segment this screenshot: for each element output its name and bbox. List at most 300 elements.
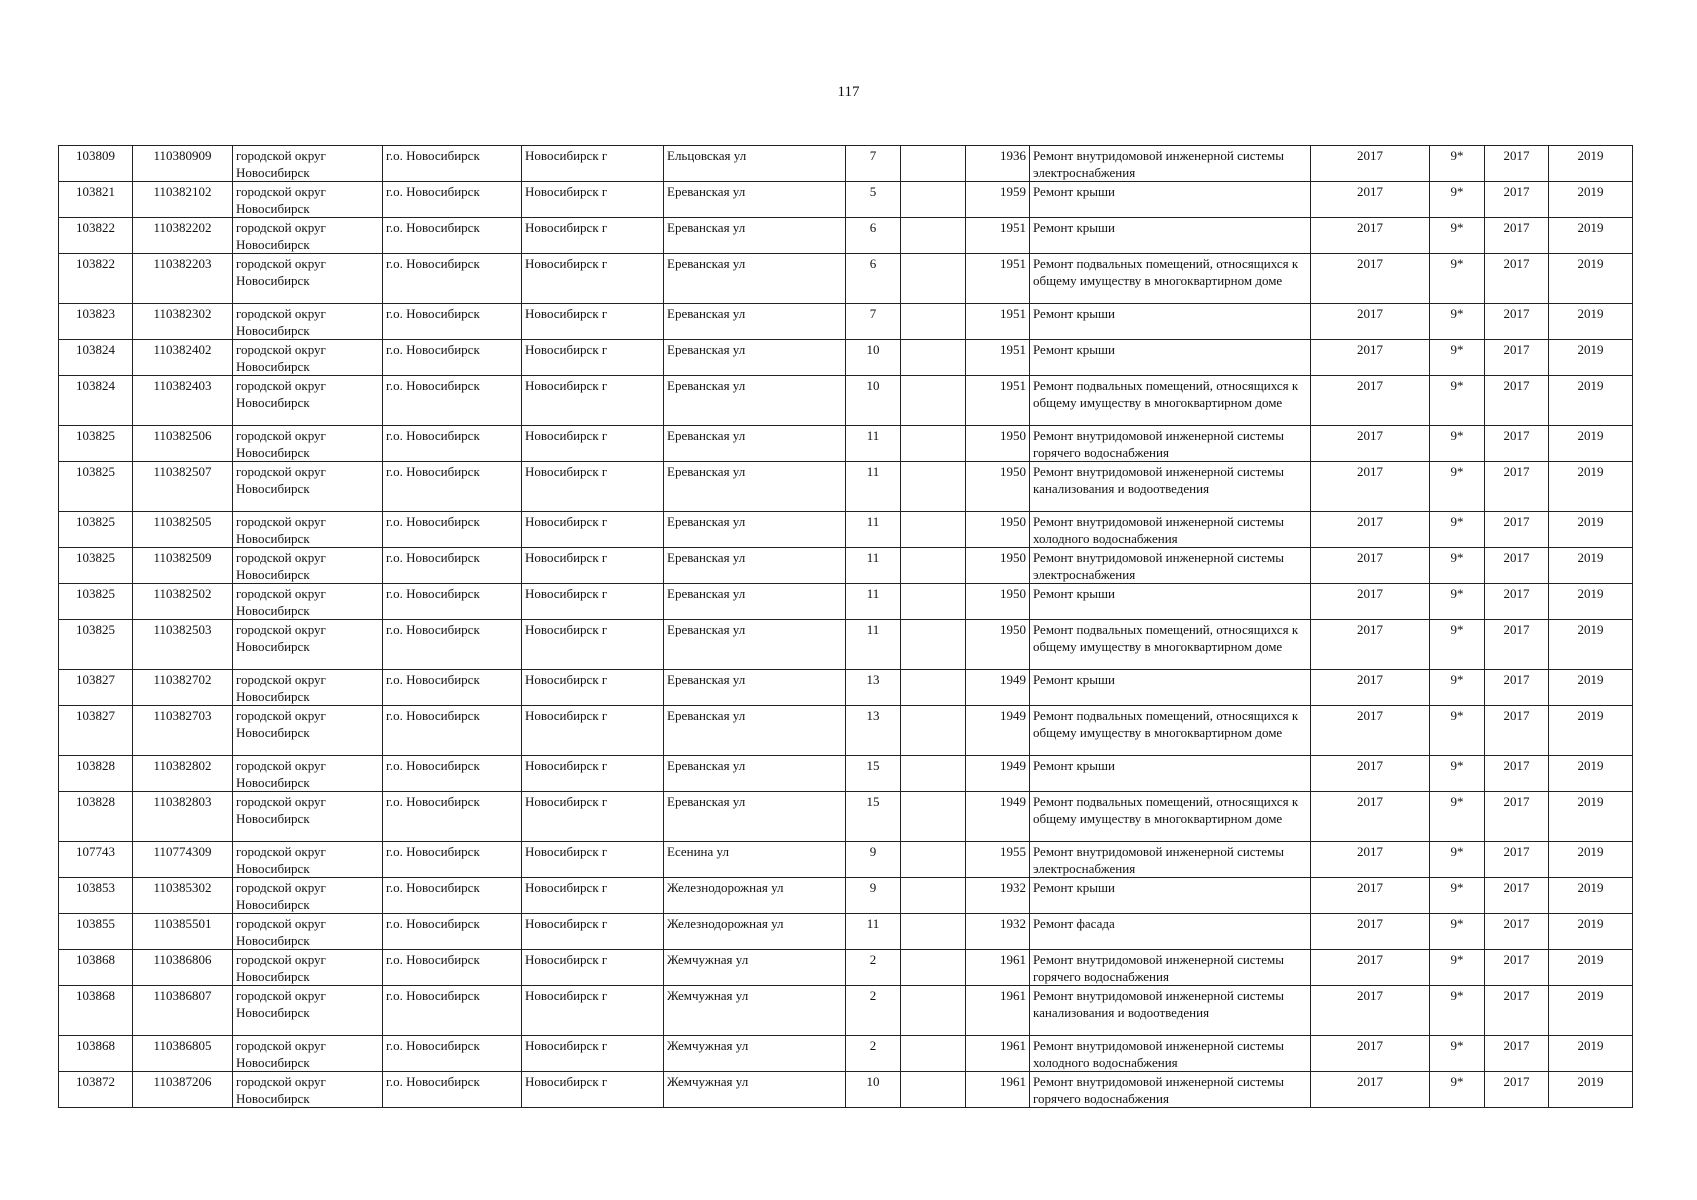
- cell-start-year: 2017: [1485, 376, 1549, 426]
- cell-city: Новосибирск г: [522, 376, 664, 426]
- cell-work-type: Ремонт внутридомовой инженерной системы канализования и водоотведения: [1030, 462, 1311, 512]
- cell-plan-year: 2017: [1311, 842, 1430, 878]
- cell-end-year: 2019: [1549, 620, 1633, 670]
- cell-end-year: 2019: [1549, 254, 1633, 304]
- cell-street: Жемчужная ул: [664, 1036, 846, 1072]
- cell-id: 103868: [59, 986, 133, 1036]
- cell-municipality: городской округ Новосибирск: [233, 878, 383, 914]
- cell-municipality: городской округ Новосибирск: [233, 1072, 383, 1108]
- cell-street: Есенина ул: [664, 842, 846, 878]
- cell-start-year: 2017: [1485, 792, 1549, 842]
- cell-start-year: 2017: [1485, 254, 1549, 304]
- cell-note: 9*: [1430, 512, 1485, 548]
- cell-code: 110382505: [133, 512, 233, 548]
- cell-start-year: 2017: [1485, 1036, 1549, 1072]
- cell-note: 9*: [1430, 986, 1485, 1036]
- cell-year-built: 1950: [966, 620, 1030, 670]
- cell-street: Ереванская ул: [664, 340, 846, 376]
- cell-work-type: Ремонт внутридомовой инженерной системы холодного водоснабжения: [1030, 1036, 1311, 1072]
- cell-id: 103825: [59, 512, 133, 548]
- cell-work-type: Ремонт внутридомовой инженерной системы электроснабжения: [1030, 146, 1311, 182]
- cell-end-year: 2019: [1549, 792, 1633, 842]
- cell-end-year: 2019: [1549, 986, 1633, 1036]
- cell-building: [901, 376, 966, 426]
- cell-street: Ереванская ул: [664, 584, 846, 620]
- cell-municipality: городской округ Новосибирск: [233, 706, 383, 756]
- cell-start-year: 2017: [1485, 1072, 1549, 1108]
- cell-work-type: Ремонт внутридомовой инженерной системы канализования и водоотведения: [1030, 986, 1311, 1036]
- table-row: [59, 146, 1633, 182]
- cell-year-built: 1936: [966, 146, 1030, 182]
- cell-plan-year: 2017: [1311, 670, 1430, 706]
- cell-note: 9*: [1430, 1036, 1485, 1072]
- cell-house: 9: [846, 878, 901, 914]
- cell-district: г.о. Новосибирск: [383, 756, 522, 792]
- cell-end-year: 2019: [1549, 512, 1633, 548]
- cell-code: 110382203: [133, 254, 233, 304]
- cell-year-built: 1932: [966, 878, 1030, 914]
- cell-building: [901, 254, 966, 304]
- cell-note: 9*: [1430, 146, 1485, 182]
- cell-end-year: 2019: [1549, 756, 1633, 792]
- cell-note: 9*: [1430, 304, 1485, 340]
- cell-plan-year: 2017: [1311, 706, 1430, 756]
- cell-house: 7: [846, 146, 901, 182]
- cell-plan-year: 2017: [1311, 182, 1430, 218]
- cell-work-type: Ремонт внутридомовой инженерной системы горячего водоснабжения: [1030, 1072, 1311, 1108]
- cell-start-year: 2017: [1485, 304, 1549, 340]
- cell-start-year: 2017: [1485, 950, 1549, 986]
- cell-street: Ереванская ул: [664, 620, 846, 670]
- cell-district: г.о. Новосибирск: [383, 950, 522, 986]
- cell-building: [901, 426, 966, 462]
- cell-district: г.о. Новосибирск: [383, 1036, 522, 1072]
- cell-end-year: 2019: [1549, 706, 1633, 756]
- cell-start-year: 2017: [1485, 914, 1549, 950]
- cell-year-built: 1949: [966, 706, 1030, 756]
- cell-note: 9*: [1430, 792, 1485, 842]
- cell-year-built: 1950: [966, 426, 1030, 462]
- cell-end-year: 2019: [1549, 1072, 1633, 1108]
- cell-district: г.о. Новосибирск: [383, 512, 522, 548]
- table-row: [59, 1072, 1633, 1108]
- cell-city: Новосибирск г: [522, 950, 664, 986]
- cell-district: г.о. Новосибирск: [383, 1072, 522, 1108]
- cell-house: 2: [846, 1036, 901, 1072]
- cell-start-year: 2017: [1485, 878, 1549, 914]
- table-row: [59, 756, 1633, 792]
- cell-year-built: 1961: [966, 950, 1030, 986]
- cell-note: 9*: [1430, 670, 1485, 706]
- table-row: [59, 376, 1633, 426]
- cell-street: Жемчужная ул: [664, 950, 846, 986]
- cell-work-type: Ремонт крыши: [1030, 878, 1311, 914]
- cell-year-built: 1949: [966, 756, 1030, 792]
- table-row: [59, 182, 1633, 218]
- cell-city: Новосибирск г: [522, 878, 664, 914]
- cell-district: г.о. Новосибирск: [383, 792, 522, 842]
- cell-municipality: городской округ Новосибирск: [233, 620, 383, 670]
- cell-municipality: городской округ Новосибирск: [233, 914, 383, 950]
- cell-district: г.о. Новосибирск: [383, 584, 522, 620]
- cell-note: 9*: [1430, 254, 1485, 304]
- cell-year-built: 1950: [966, 548, 1030, 584]
- cell-house: 9: [846, 842, 901, 878]
- cell-code: 110774309: [133, 842, 233, 878]
- cell-code: 110382302: [133, 304, 233, 340]
- cell-city: Новосибирск г: [522, 914, 664, 950]
- cell-start-year: 2017: [1485, 706, 1549, 756]
- cell-building: [901, 1036, 966, 1072]
- cell-city: Новосибирск г: [522, 304, 664, 340]
- table-row: [59, 584, 1633, 620]
- cell-district: г.о. Новосибирск: [383, 218, 522, 254]
- cell-code: 110382102: [133, 182, 233, 218]
- table-row: [59, 706, 1633, 756]
- cell-municipality: городской округ Новосибирск: [233, 584, 383, 620]
- cell-id: 103821: [59, 182, 133, 218]
- table-row: [59, 986, 1633, 1036]
- cell-street: Ереванская ул: [664, 548, 846, 584]
- cell-id: 103825: [59, 426, 133, 462]
- cell-id: 103855: [59, 914, 133, 950]
- cell-house: 6: [846, 218, 901, 254]
- cell-street: Ереванская ул: [664, 462, 846, 512]
- cell-street: Ереванская ул: [664, 426, 846, 462]
- cell-building: [901, 670, 966, 706]
- table-row: [59, 878, 1633, 914]
- cell-municipality: городской округ Новосибирск: [233, 986, 383, 1036]
- cell-id: 103825: [59, 548, 133, 584]
- cell-building: [901, 986, 966, 1036]
- cell-note: 9*: [1430, 376, 1485, 426]
- cell-district: г.о. Новосибирск: [383, 842, 522, 878]
- cell-house: 2: [846, 986, 901, 1036]
- cell-building: [901, 512, 966, 548]
- table-row: [59, 512, 1633, 548]
- cell-municipality: городской округ Новосибирск: [233, 842, 383, 878]
- table-row: [59, 842, 1633, 878]
- cell-building: [901, 462, 966, 512]
- cell-id: 103828: [59, 792, 133, 842]
- cell-code: 110382403: [133, 376, 233, 426]
- cell-end-year: 2019: [1549, 842, 1633, 878]
- cell-start-year: 2017: [1485, 146, 1549, 182]
- cell-work-type: Ремонт крыши: [1030, 182, 1311, 218]
- cell-municipality: городской округ Новосибирск: [233, 218, 383, 254]
- cell-city: Новосибирск г: [522, 512, 664, 548]
- cell-code: 110380909: [133, 146, 233, 182]
- cell-end-year: 2019: [1549, 1036, 1633, 1072]
- cell-municipality: городской округ Новосибирск: [233, 376, 383, 426]
- cell-city: Новосибирск г: [522, 548, 664, 584]
- cell-house: 15: [846, 792, 901, 842]
- cell-municipality: городской округ Новосибирск: [233, 548, 383, 584]
- cell-street: Ереванская ул: [664, 792, 846, 842]
- cell-plan-year: 2017: [1311, 1036, 1430, 1072]
- cell-building: [901, 842, 966, 878]
- cell-house: 11: [846, 548, 901, 584]
- cell-street: Ереванская ул: [664, 182, 846, 218]
- registry-table: [58, 145, 1633, 1108]
- cell-note: 9*: [1430, 548, 1485, 584]
- cell-code: 110382502: [133, 584, 233, 620]
- cell-start-year: 2017: [1485, 670, 1549, 706]
- cell-work-type: Ремонт внутридомовой инженерной системы электроснабжения: [1030, 548, 1311, 584]
- cell-city: Новосибирск г: [522, 254, 664, 304]
- cell-building: [901, 914, 966, 950]
- cell-city: Новосибирск г: [522, 218, 664, 254]
- table-row: [59, 792, 1633, 842]
- cell-city: Новосибирск г: [522, 670, 664, 706]
- cell-district: г.о. Новосибирск: [383, 914, 522, 950]
- cell-code: 110386807: [133, 986, 233, 1036]
- cell-id: 103824: [59, 340, 133, 376]
- table-row: [59, 426, 1633, 462]
- cell-house: 11: [846, 426, 901, 462]
- cell-work-type: Ремонт внутридомовой инженерной системы горячего водоснабжения: [1030, 426, 1311, 462]
- cell-id: 103827: [59, 670, 133, 706]
- cell-city: Новосибирск г: [522, 706, 664, 756]
- cell-year-built: 1961: [966, 986, 1030, 1036]
- cell-city: Новосибирск г: [522, 792, 664, 842]
- cell-id: 103828: [59, 756, 133, 792]
- cell-house: 11: [846, 512, 901, 548]
- cell-plan-year: 2017: [1311, 304, 1430, 340]
- table-row: [59, 462, 1633, 512]
- cell-street: Ереванская ул: [664, 512, 846, 548]
- cell-start-year: 2017: [1485, 462, 1549, 512]
- cell-end-year: 2019: [1549, 950, 1633, 986]
- cell-work-type: Ремонт крыши: [1030, 756, 1311, 792]
- page-number: 117: [837, 84, 860, 100]
- cell-note: 9*: [1430, 914, 1485, 950]
- cell-municipality: городской округ Новосибирск: [233, 254, 383, 304]
- cell-plan-year: 2017: [1311, 254, 1430, 304]
- cell-work-type: Ремонт фасада: [1030, 914, 1311, 950]
- cell-work-type: Ремонт внутридомовой инженерной системы холодного водоснабжения: [1030, 512, 1311, 548]
- cell-building: [901, 584, 966, 620]
- cell-plan-year: 2017: [1311, 950, 1430, 986]
- cell-year-built: 1951: [966, 376, 1030, 426]
- cell-house: 6: [846, 254, 901, 304]
- cell-note: 9*: [1430, 584, 1485, 620]
- cell-building: [901, 620, 966, 670]
- cell-id: 103822: [59, 218, 133, 254]
- cell-building: [901, 878, 966, 914]
- cell-code: 110382506: [133, 426, 233, 462]
- cell-code: 110382703: [133, 706, 233, 756]
- cell-house: 7: [846, 304, 901, 340]
- cell-district: г.о. Новосибирск: [383, 182, 522, 218]
- cell-year-built: 1951: [966, 340, 1030, 376]
- cell-street: Ереванская ул: [664, 218, 846, 254]
- cell-end-year: 2019: [1549, 548, 1633, 584]
- cell-district: г.о. Новосибирск: [383, 340, 522, 376]
- cell-city: Новосибирск г: [522, 426, 664, 462]
- cell-building: [901, 756, 966, 792]
- cell-municipality: городской округ Новосибирск: [233, 304, 383, 340]
- cell-plan-year: 2017: [1311, 512, 1430, 548]
- cell-city: Новосибирск г: [522, 146, 664, 182]
- cell-municipality: городской округ Новосибирск: [233, 146, 383, 182]
- cell-year-built: 1961: [966, 1036, 1030, 1072]
- cell-municipality: городской округ Новосибирск: [233, 462, 383, 512]
- cell-house: 11: [846, 462, 901, 512]
- cell-plan-year: 2017: [1311, 218, 1430, 254]
- cell-district: г.о. Новосибирск: [383, 426, 522, 462]
- cell-plan-year: 2017: [1311, 340, 1430, 376]
- cell-street: Ереванская ул: [664, 756, 846, 792]
- cell-year-built: 1951: [966, 304, 1030, 340]
- cell-year-built: 1951: [966, 254, 1030, 304]
- cell-city: Новосибирск г: [522, 182, 664, 218]
- cell-plan-year: 2017: [1311, 584, 1430, 620]
- cell-id: 103872: [59, 1072, 133, 1108]
- cell-city: Новосибирск г: [522, 842, 664, 878]
- cell-district: г.о. Новосибирск: [383, 376, 522, 426]
- cell-municipality: городской округ Новосибирск: [233, 340, 383, 376]
- cell-building: [901, 146, 966, 182]
- cell-id: 103868: [59, 950, 133, 986]
- cell-street: Ельцовская ул: [664, 146, 846, 182]
- cell-house: 2: [846, 950, 901, 986]
- table-row: [59, 914, 1633, 950]
- cell-id: 103825: [59, 462, 133, 512]
- cell-building: [901, 182, 966, 218]
- cell-district: г.о. Новосибирск: [383, 878, 522, 914]
- cell-street: Ереванская ул: [664, 670, 846, 706]
- cell-plan-year: 2017: [1311, 1072, 1430, 1108]
- cell-building: [901, 340, 966, 376]
- cell-code: 110382509: [133, 548, 233, 584]
- cell-end-year: 2019: [1549, 670, 1633, 706]
- cell-code: 110387206: [133, 1072, 233, 1108]
- cell-year-built: 1951: [966, 218, 1030, 254]
- cell-id: 103868: [59, 1036, 133, 1072]
- cell-house: 13: [846, 706, 901, 756]
- cell-work-type: Ремонт крыши: [1030, 670, 1311, 706]
- cell-start-year: 2017: [1485, 986, 1549, 1036]
- cell-district: г.о. Новосибирск: [383, 670, 522, 706]
- table-row: [59, 1036, 1633, 1072]
- cell-plan-year: 2017: [1311, 462, 1430, 512]
- cell-note: 9*: [1430, 878, 1485, 914]
- cell-street: Ереванская ул: [664, 376, 846, 426]
- cell-city: Новосибирск г: [522, 1072, 664, 1108]
- cell-plan-year: 2017: [1311, 914, 1430, 950]
- table-row: [59, 670, 1633, 706]
- cell-house: 11: [846, 620, 901, 670]
- cell-start-year: 2017: [1485, 340, 1549, 376]
- cell-plan-year: 2017: [1311, 376, 1430, 426]
- cell-start-year: 2017: [1485, 182, 1549, 218]
- cell-house: 10: [846, 1072, 901, 1108]
- cell-code: 110386805: [133, 1036, 233, 1072]
- cell-district: г.о. Новосибирск: [383, 146, 522, 182]
- cell-year-built: 1932: [966, 914, 1030, 950]
- cell-year-built: 1950: [966, 584, 1030, 620]
- cell-municipality: городской округ Новосибирск: [233, 756, 383, 792]
- cell-note: 9*: [1430, 426, 1485, 462]
- table-row: [59, 254, 1633, 304]
- cell-end-year: 2019: [1549, 584, 1633, 620]
- cell-building: [901, 950, 966, 986]
- cell-street: Жемчужная ул: [664, 986, 846, 1036]
- cell-code: 110385302: [133, 878, 233, 914]
- cell-district: г.о. Новосибирск: [383, 986, 522, 1036]
- cell-work-type: Ремонт крыши: [1030, 340, 1311, 376]
- cell-district: г.о. Новосибирск: [383, 706, 522, 756]
- cell-code: 110382402: [133, 340, 233, 376]
- cell-city: Новосибирск г: [522, 1036, 664, 1072]
- cell-code: 110382507: [133, 462, 233, 512]
- cell-id: 103853: [59, 878, 133, 914]
- cell-city: Новосибирск г: [522, 756, 664, 792]
- cell-note: 9*: [1430, 620, 1485, 670]
- cell-district: г.о. Новосибирск: [383, 254, 522, 304]
- cell-year-built: 1949: [966, 670, 1030, 706]
- cell-note: 9*: [1430, 462, 1485, 512]
- cell-city: Новосибирск г: [522, 340, 664, 376]
- cell-end-year: 2019: [1549, 340, 1633, 376]
- table-row: [59, 218, 1633, 254]
- cell-id: 103823: [59, 304, 133, 340]
- cell-street: Ереванская ул: [664, 254, 846, 304]
- cell-start-year: 2017: [1485, 548, 1549, 584]
- cell-code: 110382802: [133, 756, 233, 792]
- cell-work-type: Ремонт подвальных помещений, относящихся к общему имуществу в многоквартирном доме: [1030, 706, 1311, 756]
- cell-code: 110386806: [133, 950, 233, 986]
- cell-district: г.о. Новосибирск: [383, 548, 522, 584]
- cell-work-type: Ремонт подвальных помещений, относящихся к общему имуществу в многоквартирном доме: [1030, 792, 1311, 842]
- cell-district: г.о. Новосибирск: [383, 620, 522, 670]
- cell-code: 110382803: [133, 792, 233, 842]
- cell-city: Новосибирск г: [522, 986, 664, 1036]
- cell-end-year: 2019: [1549, 304, 1633, 340]
- cell-municipality: городской округ Новосибирск: [233, 512, 383, 548]
- cell-year-built: 1959: [966, 182, 1030, 218]
- cell-start-year: 2017: [1485, 756, 1549, 792]
- cell-house: 5: [846, 182, 901, 218]
- cell-building: [901, 706, 966, 756]
- cell-note: 9*: [1430, 842, 1485, 878]
- cell-house: 10: [846, 376, 901, 426]
- table-row: [59, 304, 1633, 340]
- cell-id: 103822: [59, 254, 133, 304]
- cell-year-built: 1950: [966, 512, 1030, 548]
- cell-end-year: 2019: [1549, 426, 1633, 462]
- cell-id: 103809: [59, 146, 133, 182]
- cell-note: 9*: [1430, 182, 1485, 218]
- cell-work-type: Ремонт внутридомовой инженерной системы горячего водоснабжения: [1030, 950, 1311, 986]
- cell-house: 11: [846, 584, 901, 620]
- cell-start-year: 2017: [1485, 842, 1549, 878]
- cell-id: 103827: [59, 706, 133, 756]
- cell-city: Новосибирск г: [522, 620, 664, 670]
- cell-work-type: Ремонт подвальных помещений, относящихся к общему имуществу в многоквартирном доме: [1030, 376, 1311, 426]
- cell-code: 110382503: [133, 620, 233, 670]
- cell-plan-year: 2017: [1311, 548, 1430, 584]
- cell-code: 110382702: [133, 670, 233, 706]
- cell-code: 110385501: [133, 914, 233, 950]
- cell-end-year: 2019: [1549, 218, 1633, 254]
- cell-work-type: Ремонт крыши: [1030, 304, 1311, 340]
- cell-note: 9*: [1430, 1072, 1485, 1108]
- cell-municipality: городской округ Новосибирск: [233, 670, 383, 706]
- cell-municipality: городской округ Новосибирск: [233, 792, 383, 842]
- cell-year-built: 1961: [966, 1072, 1030, 1108]
